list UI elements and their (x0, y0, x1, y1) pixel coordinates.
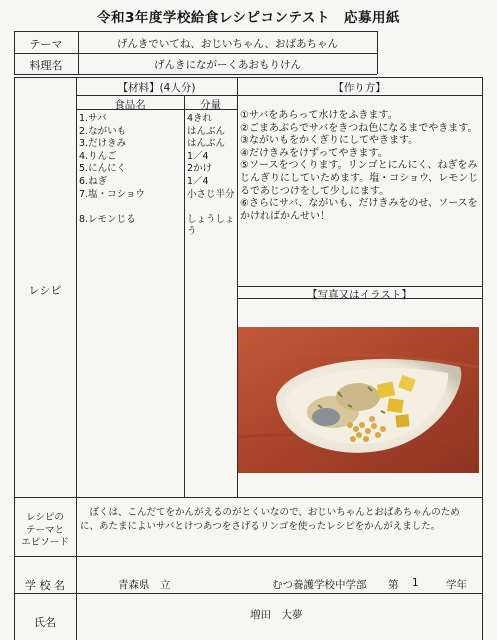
ingredient-amount: 1／4 (187, 150, 209, 162)
top-right-border (377, 31, 378, 74)
form-title: 令和3年度学校給食レシピコンテスト 応募用紙 (96, 10, 400, 26)
method-step: ⑤ソースをつくります。リンゴとにんにく、ねぎをみじんぎりにしていためます。塩・コショウ、レモンじるであじつけをして少しにます。 (240, 160, 479, 197)
amount-list (187, 113, 235, 238)
episode-label (14, 512, 76, 550)
ingredient-amount: 2かけ (187, 163, 213, 175)
episode-label-line-3: エピソード (21, 537, 69, 548)
ingredient-name: 6.ねぎ (79, 175, 108, 187)
recipe-bottom-border (14, 497, 483, 498)
grade-suffix: 学年 (446, 579, 467, 591)
recipe-right-border (482, 77, 483, 497)
ingredient-amount: はんぶん (187, 125, 226, 137)
ingredient-amount: 4きれ (187, 113, 213, 124)
bottom-right-border (482, 556, 483, 640)
ingredient-name: 8.レモンじる (79, 213, 136, 225)
ingredient-amount: はんぶん (187, 138, 226, 150)
ingredient-name: 5.にんにく (79, 163, 127, 175)
school-name: むつ養護学校中学部 (272, 579, 367, 591)
episode-right-border (482, 497, 483, 556)
recipe-top-border (14, 77, 483, 78)
dish-name-value: げんきにながーくあおもりけん (154, 59, 301, 71)
ingredient-list (79, 113, 183, 226)
method-step: ②ごまあぶらでサバをきつね色になるまでやきます。 (240, 122, 478, 134)
episode-bottom-border (14, 556, 483, 557)
student-name: 増田 大夢 (250, 609, 303, 621)
theme-value: げんきでいてね、おじいちゃん、おばあちゃん (116, 38, 339, 50)
ingredient-amount: 小さじ半分 (187, 188, 235, 200)
dish-row-bottom-border (14, 74, 377, 75)
recipe-label: レシピ (28, 284, 62, 297)
student-name-label: 氏名 (34, 616, 56, 629)
ingredient-name: 7.塩・コショウ (79, 188, 145, 200)
theme-row-bottom-border (14, 53, 377, 54)
grade-value: 1 (412, 577, 419, 589)
dish-photo (238, 327, 479, 473)
theme-row-top-border (14, 31, 377, 32)
ingredient-name: 4.りんご (79, 150, 117, 162)
ingredient-amount: 1／4 (187, 175, 209, 187)
method-steps (240, 110, 480, 223)
school-bottom-border (14, 593, 483, 594)
episode-label-divider (76, 497, 77, 556)
ingredient-amount-divider (184, 95, 185, 497)
materials-header: 【材料】(4人分) (117, 82, 196, 94)
method-step: ⑥さらにサバ、ながいも、だけきみをのせ、ソースをかければかんせい！ (240, 198, 478, 222)
school-prefecture: 青森県 立 (118, 579, 171, 591)
ingredient-name: 3.だけきみ (79, 138, 127, 150)
recipe-label-divider (76, 77, 77, 497)
method-header: 【作り方】 (333, 82, 386, 94)
episode-text: ぼくは、こんだてをかんがえるのがとくいなので、おじいちゃんとおばあちゃんのために、あたまによいサバとけつあつをさげるリンゴを使ったレシピをかんがえました。 (80, 507, 460, 532)
dish-photo-svg (238, 327, 479, 473)
photo-header: 【写真又はイラスト】 (307, 289, 412, 301)
dish-label: 料理名 (29, 59, 63, 72)
method-step: ④だけきみをけずってやきます。 (240, 147, 388, 159)
recipe-header-bottom (76, 95, 482, 96)
method-step: ①サバをあらって水けをふきます。 (240, 110, 398, 121)
ingredient-amount: しょうしょう (187, 213, 235, 238)
amount-column-header: 分量 (200, 99, 221, 111)
ingredient-name: 1.サバ (79, 113, 107, 124)
ingredient-column-header: 食品名 (114, 99, 146, 111)
ingredient-name: 2.ながいも (79, 125, 127, 137)
grade-prefix: 第 (388, 579, 399, 591)
method-step: ③ながいもをかくぎりにしてやきます。 (240, 135, 419, 147)
episode-label-line-1: レシピの (26, 512, 64, 523)
theme-label: テーマ (29, 38, 63, 51)
episode-label-line-2: テーマと (25, 524, 64, 536)
school-label: 学 校 名 (25, 579, 65, 592)
bottom-label-divider (76, 556, 77, 640)
